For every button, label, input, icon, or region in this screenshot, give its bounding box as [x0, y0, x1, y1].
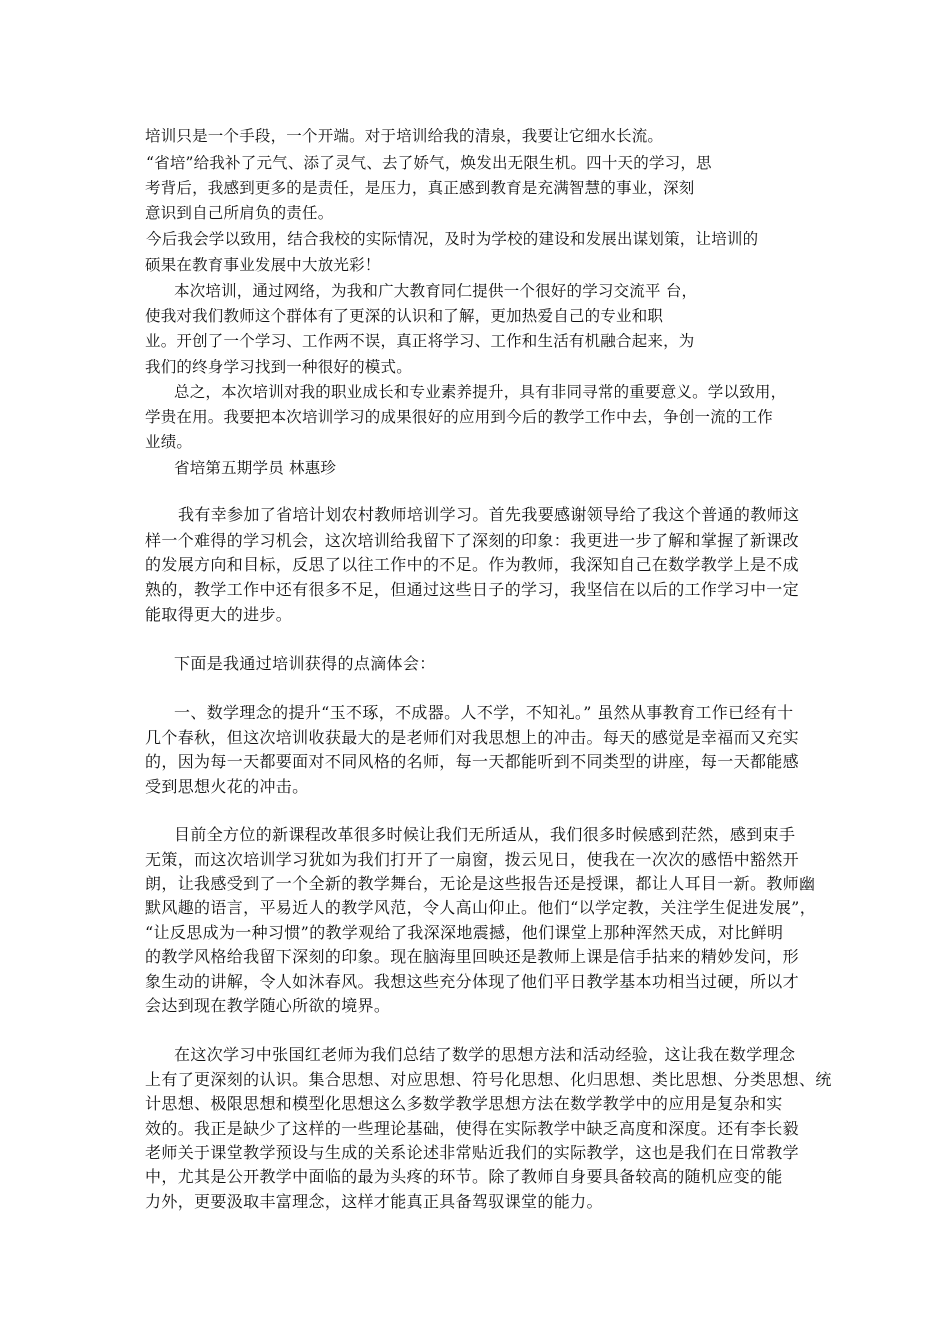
paragraph-line: 在这次学习中张国红老师为我们总结了数学的思想方法和活动经验，这让我在数学理念 [174, 1045, 796, 1064]
paragraph-line: 能取得更大的进步。 [145, 605, 293, 624]
paragraph-line: 使我对我们教师这个群体有了更深的认识和了解，更加热爱自己的专业和职 [145, 307, 664, 325]
paragraph-line: 学贵在用。我要把本次培训学习的成果很好的应用到今后的教学工作中去，争创一流的工作 [145, 408, 774, 426]
paragraph-line: 的发展方向和目标，反思了以往工作中的不足。作为教师，我深知自己在数学教学上是不成 [145, 555, 800, 574]
paragraph-line: 意识到自己所肩负的责任。 [145, 204, 334, 222]
signature: 省培第五期学员 林惠珍 [174, 459, 337, 477]
paragraph-line: 样一个难得的学习机会，这次培训给我留下了深刻的印象：我更进一步了解和掌握了新课改 [145, 531, 800, 550]
paragraph-line: “让反思成为一种习惯”的教学观给了我深深地震撼，他们课堂上那种浑然天成，对比鲜明 [145, 923, 784, 942]
paragraph-line: 总之，本次培训对我的职业成长和专业素养提升，具有非同寻常的重要意义。学以致用， [174, 383, 787, 401]
paragraph-line: 效的。我正是缺少了这样的一些理论基础，使得在实际教学中缺乏高度和深度。还有李长毅 [145, 1119, 800, 1138]
paragraph-line: 的，因为每一天都要面对不同风格的名师，每一天都能听到不同类型的讲座，每一天都能感 [145, 752, 800, 771]
paragraph-line: 硕果在教育事业发展中大放光彩！ [145, 256, 381, 274]
paragraph-line: 我们的终身学习找到一种很好的模式。 [145, 358, 412, 376]
paragraph-line: 无策，而这次培训学习犹如为我们打开了一扇窗，拨云见日，使我在一次次的感悟中豁然开 [145, 850, 800, 869]
paragraph-line: 朗，让我感受到了一个全新的教学舞台，无论是这些报告还是授课，都让人耳目一新。教师幽 [145, 874, 816, 893]
paragraph-line: 象生动的讲解，令人如沐春风。我想这些充分体现了他们平日教学基本功相当过硬，所以才 [145, 972, 800, 991]
paragraph-line: 考背后，我感到更多的是责任，是压力，真正感到教育是充满智慧的事业，深刻 [145, 179, 695, 197]
paragraph-line: 计思想、极限思想和模型化思想这么多数学教学思想方法在数学教学中的应用是复杂和实 [145, 1094, 783, 1113]
paragraph-line: 老师关于课堂教学预设与生成的关系论述非常贴近我们的实际教学，这也是我们在日常教学 [145, 1143, 800, 1162]
paragraph-line: 几个春秋，但这次培训收获最大的是老师们对我思想上的冲击。每天的感觉是幸福而又充实 [145, 728, 800, 747]
paragraph-line: 培训只是一个手段，一个开端。对于培训给我的清泉，我要让它细水长流。 [145, 127, 664, 145]
paragraph-line: 我有幸参加了省培计划农村教师培训学习。首先我要感谢领导给了我这个普通的教师这 [178, 505, 800, 524]
paragraph-line: 业。开创了一个学习、工作两不误，真正将学习、工作和生活有机融合起来，为 [145, 332, 695, 350]
paragraph-line: 上有了更深刻的认识。集合思想、对应思想、符号化思想、化归思想、类比思想、分类思想、统 [145, 1070, 832, 1089]
paragraph-line: 会达到现在教学随心所欲的境界。 [145, 996, 391, 1015]
paragraph-line: 熟的，教学工作中还有很多不足，但通过这些日子的学习，我坚信在以后的工作学习中一定 [145, 580, 800, 599]
paragraph-line: 今后我会学以致用，结合我校的实际情况，及时为学校的建设和发展出谋划策，让培训的 [146, 230, 759, 248]
paragraph-line: “省培”给我补了元气、添了灵气、去了娇气，焕发出无限生机。四十天的学习，思 [146, 154, 712, 172]
paragraph-line: 受到思想火花的冲击。 [145, 777, 309, 796]
paragraph-line: 默风趣的语言，平易近人的教学风范，令人高山仰止。他们“以学定教，关注学生促进发展”， [145, 898, 817, 917]
paragraph-line: 业绩。 [145, 433, 193, 451]
paragraph-line: 目前全方位的新课程改革很多时候让我们无所适从，我们很多时候感到茫然，感到束手 [174, 825, 796, 844]
paragraph-line: 一、数学理念的提升“玉不琢，不成器。人不学，不知礼。” 虽然从事教育工作已经有十 [174, 703, 794, 722]
paragraph-line: 中，尤其是公开教学中面临的最为头疼的环节。除了教师自身要具备较高的随机应变的能 [145, 1167, 783, 1186]
paragraph-line: 本次培训，通过网络，为我和广大教育同仁提供一个很好的学习交流平 台， [174, 282, 698, 300]
paragraph-line: 力外，更要汲取丰富理念，这样才能真正具备驾驭课堂的能力。 [145, 1192, 603, 1211]
paragraph-line: 下面是我通过培训获得的点滴体会： [174, 654, 436, 673]
paragraph-line: 的教学风格给我留下深刻的印象。现在脑海里回映还是教师上课是信手拈来的精妙发问，形 [145, 947, 800, 966]
